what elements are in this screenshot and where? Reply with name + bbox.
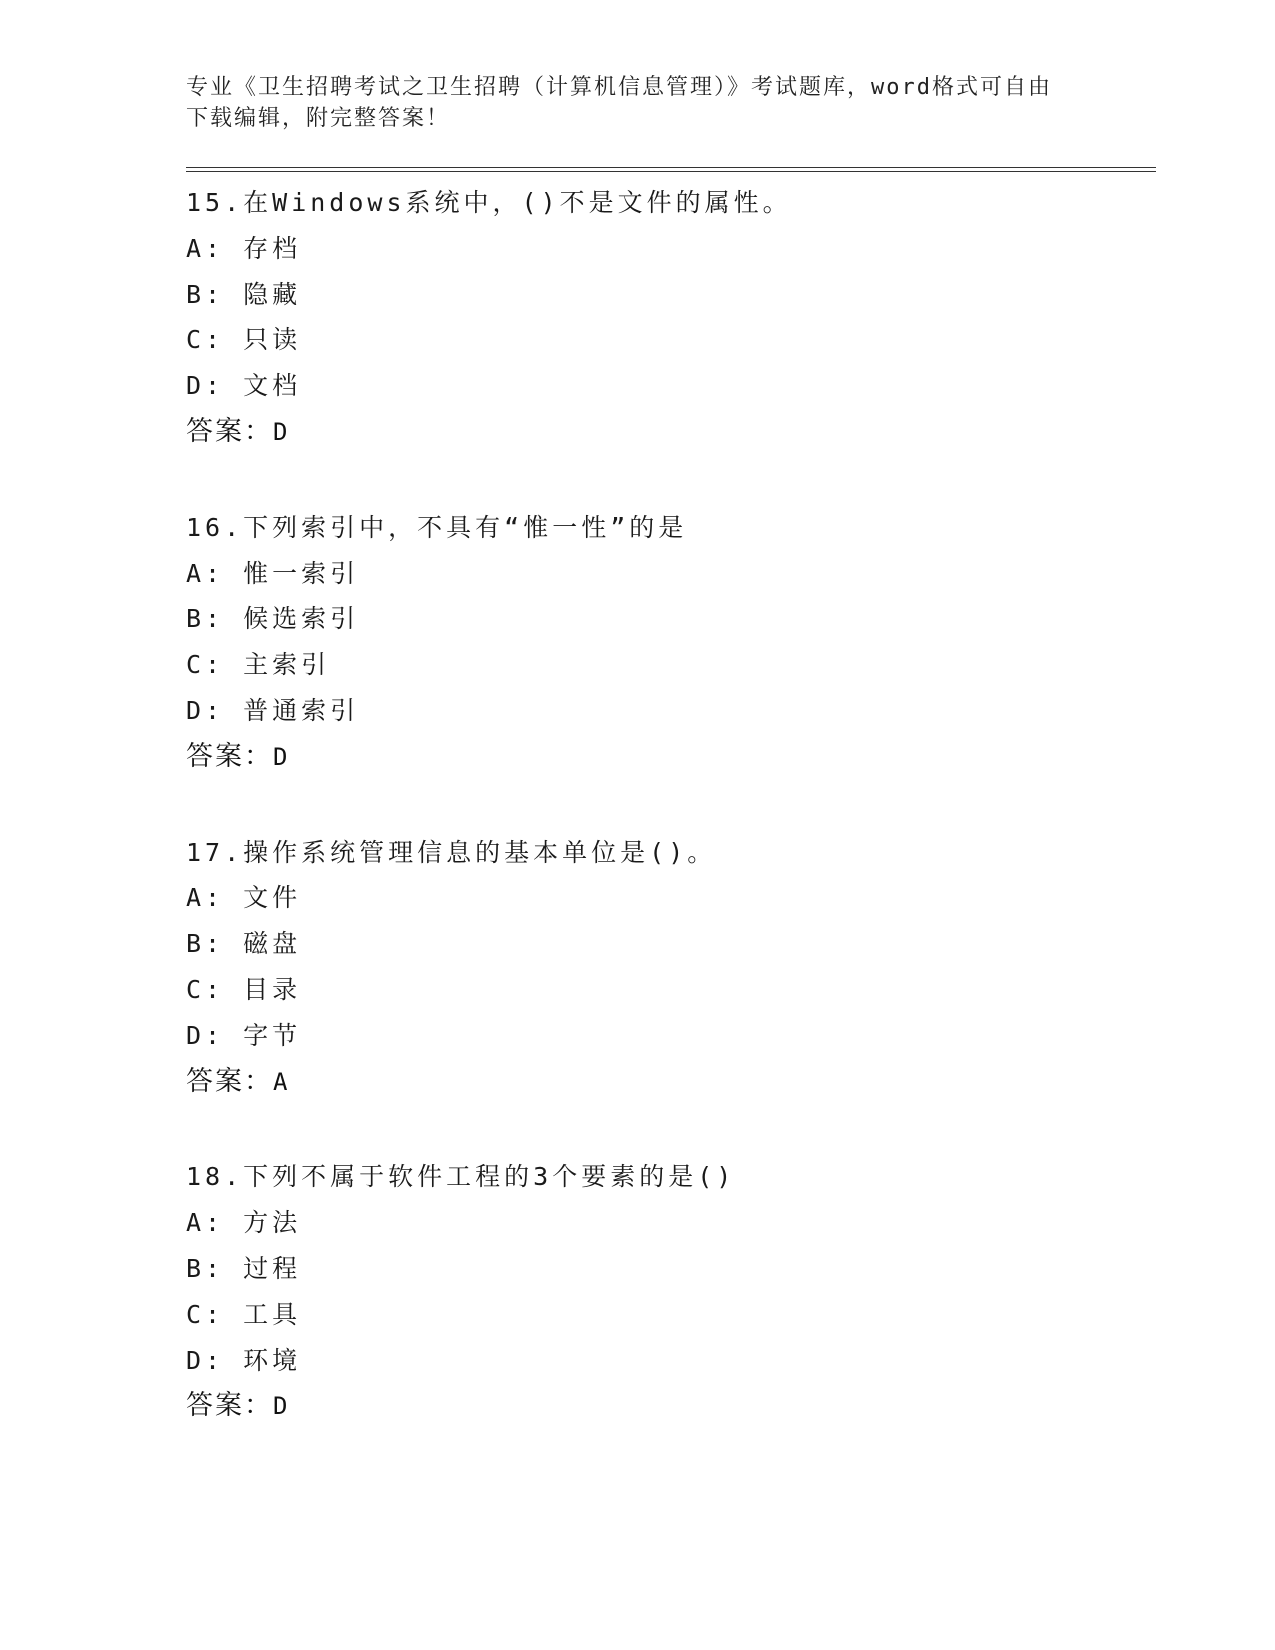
option-a: A: 方法 xyxy=(186,1208,302,1238)
question-stem: 16.下列索引中，不具有“惟一性”的是 xyxy=(186,512,688,542)
answer-line xyxy=(186,1383,1156,1430)
option-d: D: 文档 xyxy=(186,371,302,401)
question-item xyxy=(186,180,1156,456)
question-item xyxy=(186,1154,1156,1430)
option-c: C: 主索引 xyxy=(186,650,331,680)
document-page xyxy=(186,72,1156,1479)
option-d: D: 字节 xyxy=(186,1020,302,1050)
option-c: C: 只读 xyxy=(186,325,302,355)
question-item xyxy=(186,830,1156,1106)
option-c: C: 工具 xyxy=(186,1299,302,1329)
answer-line xyxy=(186,409,1156,456)
answer-line xyxy=(186,734,1156,781)
option-b: B: 候选索引 xyxy=(186,604,360,634)
question-list xyxy=(186,180,1156,1430)
header-divider xyxy=(186,167,1156,172)
option-d: D: 普通索引 xyxy=(186,695,360,725)
answer-value: D xyxy=(273,1392,290,1421)
option-c: C: 目录 xyxy=(186,974,302,1004)
answer-label: 答案： xyxy=(186,1065,273,1097)
answer-value: A xyxy=(273,1067,290,1096)
option-b: B: 磁盘 xyxy=(186,929,302,959)
answer-label: 答案： xyxy=(186,740,273,772)
answer-line xyxy=(186,1059,1156,1106)
question-item xyxy=(186,505,1156,781)
answer-value: D xyxy=(273,417,290,446)
answer-label: 答案： xyxy=(186,1390,273,1422)
question-stem: 17.操作系统管理信息的基本单位是()。 xyxy=(186,837,717,867)
document-header: 专业《卫生招聘考试之卫生招聘（计算机信息管理）》考试题库，word格式可自由下载编辑，附完整答案！ xyxy=(186,75,1052,131)
option-d: D: 环境 xyxy=(186,1345,302,1375)
option-a: A: 存档 xyxy=(186,233,302,263)
option-b: B: 隐藏 xyxy=(186,279,302,309)
question-stem: 15.在Windows系统中，()不是文件的属性。 xyxy=(186,188,792,217)
option-a: A: 文件 xyxy=(186,883,302,913)
option-b: B: 过程 xyxy=(186,1253,302,1283)
answer-value: D xyxy=(273,742,290,771)
question-stem: 18.下列不属于软件工程的3个要素的是() xyxy=(186,1162,736,1192)
answer-label: 答案： xyxy=(186,415,273,447)
option-a: A: 惟一索引 xyxy=(186,558,360,588)
